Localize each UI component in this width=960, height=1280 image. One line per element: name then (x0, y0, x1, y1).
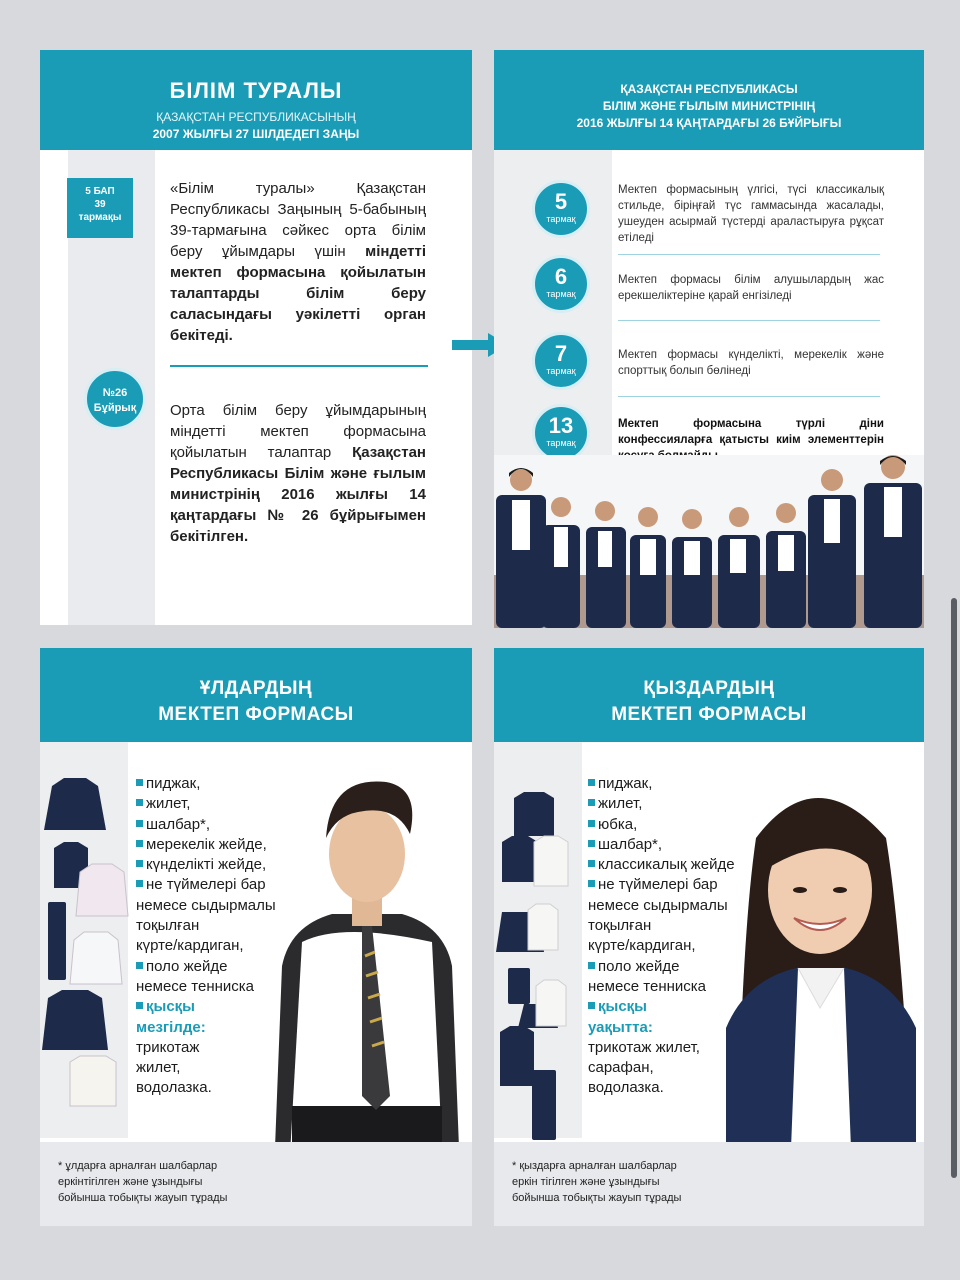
item-text: пиджак, (146, 775, 201, 792)
point-number: 6 (554, 264, 568, 289)
list-item (136, 774, 276, 794)
bullet-icon (588, 860, 595, 867)
bullet-icon (588, 779, 595, 786)
list-item (136, 1038, 276, 1058)
item-text: жилет, (136, 1059, 181, 1077)
point-number: 13 (548, 413, 574, 438)
footnote-line: бойынша тобықты жауып тұрады (58, 1192, 228, 1204)
law-paragraph-1-plain: «Білім туралы» Қазақстан Республикасы Заңының 5-бабының 39-тармағына сәйкес орта білім беру ұйымдары үшін (170, 180, 426, 260)
list-item (588, 855, 735, 875)
order-circle-label: Бұйрық (93, 402, 137, 414)
bullet-icon (136, 840, 143, 847)
article-tag (67, 178, 133, 238)
list-item (136, 936, 276, 956)
point-badge (532, 332, 590, 390)
point-label: тармақ (546, 214, 576, 224)
point-divider (618, 254, 880, 255)
law-date: 2007 ЖЫЛҒЫ 27 ШІЛДЕДЕГІ ЗАҢЫ (152, 127, 360, 141)
point-badge (532, 404, 590, 462)
item-text: қысқы (146, 998, 195, 1016)
law-paragraph-2-bold: Қазақстан Республикасы Білім және ғылым министрінің 2016 жылғы 14 қаңтардағы № 26 бұйрығымен бекітілген. (170, 444, 426, 545)
list-item (136, 855, 276, 875)
boys-header (40, 648, 472, 742)
point-text: Мектеп формасына түрлі діни конфессияларға қатысты киім элементтерін (618, 418, 884, 446)
bullet-icon (136, 962, 143, 969)
list-item (136, 794, 276, 814)
item-text: қысқы (598, 998, 647, 1016)
bullet-icon (588, 962, 595, 969)
list-item (588, 1018, 735, 1038)
item-text: жилет, (598, 795, 643, 813)
girls-clothes-icons (494, 742, 584, 1142)
bullet-icon (588, 840, 595, 847)
point-divider (618, 320, 880, 321)
item-text: немесе тенниска (588, 977, 707, 995)
boys-clothes-icons (40, 742, 130, 1142)
list-item (136, 916, 276, 936)
list-item (588, 815, 735, 835)
order-circle (84, 368, 146, 430)
item-text: водолазка. (136, 1079, 212, 1097)
item-text: классикалық жейде (598, 856, 735, 874)
law-divider (170, 365, 428, 367)
footnote-line: бойынша тобықты жауып тұрады (512, 1192, 682, 1204)
law-paragraph-1 (170, 178, 426, 346)
list-item (136, 1018, 276, 1038)
point-number: 7 (554, 341, 568, 366)
girls-title-line2: МЕКТЕП ФОРМАСЫ (611, 704, 807, 725)
bullet-icon (588, 1002, 595, 1009)
bullet-icon (136, 779, 143, 786)
boys-title-line1: ҰЛДАРДЫҢ (199, 678, 313, 699)
list-item (136, 875, 276, 895)
boys-uniform-panel (40, 648, 472, 1226)
item-text: шалбар*, (598, 835, 663, 853)
scrollbar[interactable] (951, 598, 957, 1178)
item-text: мерекелік жейде, (146, 835, 267, 853)
order-header-line1: ҚАЗАҚСТАН РЕСПУБЛИКАСЫ (620, 82, 798, 96)
point-text: Мектеп формасы күнделікті, мерекелік және спорттық болып бөлінеді (618, 349, 884, 377)
list-item (136, 1078, 276, 1098)
list-item (588, 794, 735, 814)
law-panel (40, 50, 472, 625)
item-text: шалбар*, (146, 815, 211, 833)
list-item (588, 1058, 735, 1078)
law-paragraph-2 (170, 400, 426, 547)
item-text: тоқылған (136, 917, 200, 935)
bullet-icon (588, 799, 595, 806)
law-paragraph-2-plain: Орта білім беру ұйымдарының міндетті мектеп формасына қойылатын талаптар (170, 402, 426, 461)
bullet-icon (136, 820, 143, 827)
list-item (136, 835, 276, 855)
law-paragraph-1-bold: міндетті мектеп формасына қойылатын талаптарды білім беру саласындағы уәкілетті орган бекітеді. (170, 243, 426, 344)
item-text: трикотаж (136, 1038, 200, 1056)
law-title: БІЛІМ ТУРАЛЫ (169, 78, 343, 103)
item-text: поло жейде (598, 957, 680, 975)
boys-footnote (58, 1158, 227, 1206)
item-text: не түймелері бар (598, 876, 718, 894)
item-text: юбка, (598, 815, 638, 833)
list-item (136, 1058, 276, 1078)
list-item (136, 977, 276, 997)
footnote-line: * қыздарға арналған шалбарлар (512, 1160, 677, 1172)
footnote-line: * ұлдарға арналған шалбарлар (58, 1160, 218, 1172)
list-item (588, 875, 735, 895)
item-text: күрте/кардиган, (588, 937, 696, 955)
boys-items-list (136, 774, 276, 1099)
item-text: тоқылған (588, 917, 652, 935)
item-text: күнделікті жейде, (146, 856, 267, 874)
item-text: не түймелері бар (146, 876, 266, 894)
point-label: тармақ (546, 289, 576, 299)
bullet-icon (588, 880, 595, 887)
point-text: Мектеп формасының үлгісі, түсі классикалық стильде, біріңғай түс гаммасында жасалады, ушеуден асырмай түстерді араластыруға рұқсат етіледі (618, 184, 884, 244)
list-item (588, 1078, 735, 1098)
point-text: Мектеп формасы білім алушылардың жас ерекшеліктеріне қарай енгізіледі (618, 274, 884, 302)
item-text: пиджак, (598, 775, 653, 792)
law-subtitle: ҚАЗАҚСТАН РЕСПУБЛИКАСЫНЫҢ (156, 110, 356, 124)
point-badge (532, 255, 590, 313)
list-item (136, 957, 276, 977)
item-text: трикотаж жилет, (588, 1038, 700, 1056)
point-badge (532, 180, 590, 238)
item-text: мезгілде: (136, 1018, 206, 1036)
list-item (588, 977, 735, 997)
list-item (136, 896, 276, 916)
point-label: тармақ (546, 366, 576, 376)
girls-header (494, 648, 924, 742)
girls-footnote-bar (494, 1142, 924, 1226)
bullet-icon (588, 820, 595, 827)
item-text: күрте/кардиган, (136, 937, 244, 955)
article-tag-line1: 5 БАП (85, 186, 115, 197)
boys-footnote-bar (40, 1142, 472, 1226)
order-panel (494, 50, 924, 628)
order-circle-number: №26 (102, 387, 128, 399)
girls-title-line1: ҚЫЗДАРДЫҢ (643, 678, 775, 699)
item-text: сарафан, (588, 1059, 654, 1077)
students-group-photo (494, 455, 924, 628)
article-tag-line2: 39 (94, 199, 106, 210)
footnote-line: еркінтігілген және ұзындығы (58, 1176, 203, 1188)
girls-uniform-panel (494, 648, 924, 1226)
item-text: поло жейде (146, 957, 228, 975)
item-text: немесе тенниска (136, 977, 255, 995)
list-item (588, 774, 735, 794)
item-text: жилет, (146, 795, 191, 813)
point-label: тармақ (546, 438, 576, 448)
footnote-line: еркін тігілген және ұзындығы (512, 1176, 660, 1188)
item-text: немесе сыдырмалы (588, 896, 728, 914)
list-item (588, 896, 735, 916)
order-header-line2: БІЛІМ ЖӘНЕ ҒЫЛЫМ МИНИСТРІНІҢ (602, 99, 816, 113)
list-item (136, 815, 276, 835)
list-item (588, 936, 735, 956)
item-text: водолазка. (588, 1079, 664, 1097)
list-item (588, 1038, 735, 1058)
order-header (494, 50, 924, 150)
item-text: уақытта: (588, 1018, 653, 1036)
article-tag-line3: тармақы (78, 212, 122, 223)
list-item (136, 997, 276, 1017)
bullet-icon (136, 799, 143, 806)
point-number: 5 (554, 189, 568, 214)
list-item (588, 916, 735, 936)
list-item (588, 997, 735, 1017)
point-divider (618, 396, 880, 397)
item-text: немесе сыдырмалы (136, 896, 276, 914)
list-item (588, 957, 735, 977)
girls-footnote (512, 1158, 681, 1206)
boys-title-line2: МЕКТЕП ФОРМАСЫ (158, 704, 354, 725)
bullet-icon (136, 880, 143, 887)
list-item (588, 835, 735, 855)
law-header (40, 50, 472, 150)
order-header-line3: 2016 ЖЫЛҒЫ 14 ҚАҢТАРДАҒЫ 26 БҰЙРЫҒЫ (576, 116, 842, 130)
bullet-icon (136, 860, 143, 867)
girls-items-list (588, 774, 735, 1099)
bullet-icon (136, 1002, 143, 1009)
